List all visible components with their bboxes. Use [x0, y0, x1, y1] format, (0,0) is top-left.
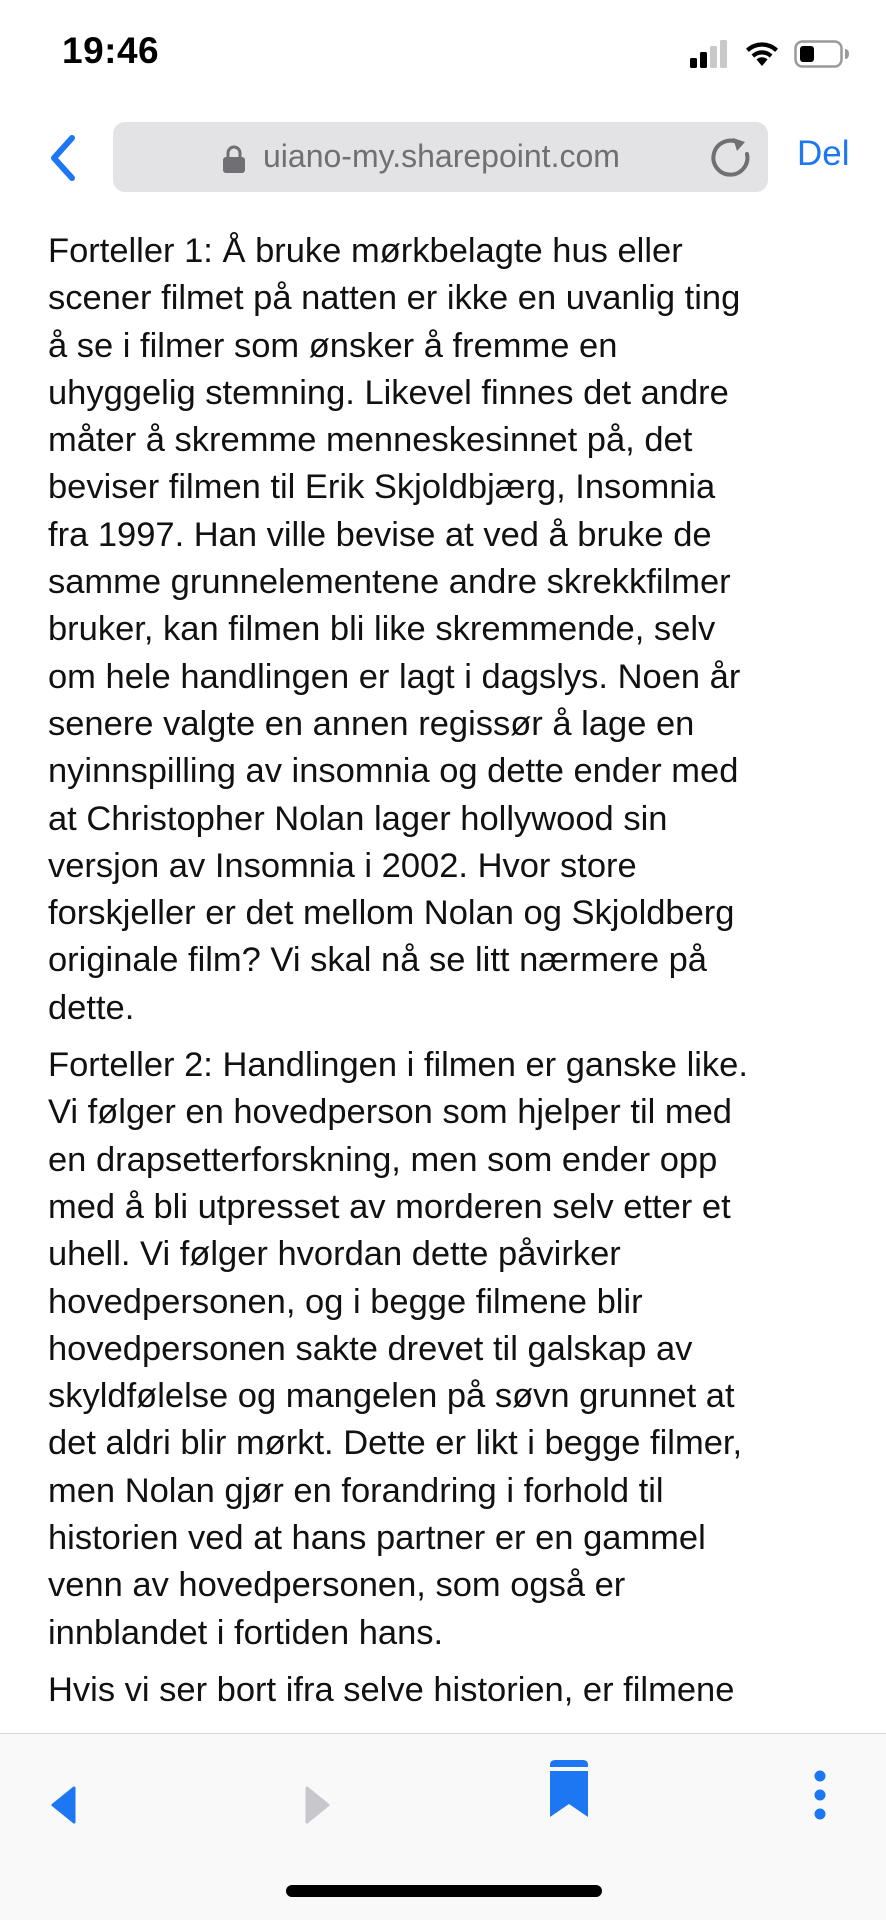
text-line: scener filmet på natten er ikke en uvanlig ting: [48, 279, 741, 318]
text-line: å se i filmer som ønsker å fremme en: [48, 326, 618, 365]
url-text: uiano-my.sharepoint.com: [263, 138, 620, 174]
text-line: historien ved at hans partner er en gammel: [48, 1519, 706, 1558]
text-line: bruker, kan filmen bli like skremmende, selv: [48, 610, 716, 649]
battery-icon: [794, 40, 850, 68]
text-line: det aldri blir mørkt. Dette er likt i begge filmer,: [48, 1424, 743, 1463]
bottom-toolbar: [0, 1733, 886, 1920]
paragraph-3: [48, 1667, 838, 1714]
text-line: samme grunnelementene andre skrekkfilmer: [48, 563, 731, 602]
text-line: versjon av Insomnia i 2002. Hvor store: [48, 846, 637, 885]
text-line: Hvis vi ser bort ifra selve historien, er filmene: [48, 1670, 735, 1709]
paragraph-1: [48, 228, 838, 1032]
text-line: Vi følger en hovedperson som hjelper til med: [48, 1093, 732, 1132]
more-options-icon[interactable]: [808, 1770, 832, 1820]
text-line: Forteller 2: Handlingen i filmen er ganske like.: [48, 1046, 748, 1085]
text-line: nyinnspilling av insomnia og dette ender med: [48, 752, 739, 791]
text-line: Forteller 1: Å bruke mørkbelagte hus eller: [48, 232, 683, 270]
lock-icon: [221, 145, 247, 173]
reload-icon[interactable]: [709, 136, 753, 180]
bookmark-icon[interactable]: [548, 1759, 590, 1819]
paragraph-2: [48, 1042, 838, 1657]
text-line: innblandet i fortiden hans.: [48, 1613, 444, 1652]
status-bar: [0, 0, 886, 110]
address-bar: [0, 110, 886, 206]
text-line: dette.: [48, 988, 135, 1027]
text-line: hovedpersonen, og i begge filmene blir: [48, 1282, 643, 1321]
text-line: originale film? Vi skal nå se litt nærmere på: [48, 941, 707, 980]
text-line: at Christopher Nolan lager hollywood sin: [48, 799, 668, 838]
home-indicator[interactable]: [286, 1885, 602, 1897]
text-line: men Nolan gjør en forandring i forhold til: [48, 1471, 664, 1510]
toolbar-forward-icon[interactable]: [305, 1786, 331, 1824]
wifi-icon: [744, 40, 780, 68]
text-line: forskjeller er det mellom Nolan og Skjoldberg: [48, 894, 735, 933]
text-line: skyldfølelse og mangelen på søvn grunnet at: [48, 1377, 735, 1416]
cellular-signal-icon: [690, 40, 730, 68]
back-chevron-icon[interactable]: [44, 132, 84, 184]
text-line: om hele handlingen er lagt i dagslys. Noen år: [48, 657, 741, 696]
text-line: en drapsetterforskning, men som ender opp: [48, 1140, 718, 1179]
text-line: beviser filmen til Erik Skjoldbjærg, Insomnia: [48, 468, 716, 507]
text-line: senere valgte en annen regissør å lage en: [48, 704, 695, 743]
text-line: måter å skremme menneskesinnet på, det: [48, 421, 693, 460]
text-line: uhell. Vi følger hvordan dette påvirker: [48, 1235, 621, 1274]
share-button[interactable]: Del: [797, 134, 850, 173]
url-field[interactable]: [113, 122, 768, 192]
text-line: med å bli utpresset av morderen selv etter et: [48, 1187, 731, 1226]
status-icons: [690, 38, 850, 70]
text-line: hovedpersonen sakte drevet til galskap av: [48, 1329, 693, 1368]
text-line: venn av hovedpersonen, som også er: [48, 1566, 626, 1605]
document-content: [48, 228, 838, 1724]
status-time: 19:46: [62, 30, 160, 71]
text-line: fra 1997. Han ville bevise at ved å bruke de: [48, 515, 712, 554]
toolbar-back-icon[interactable]: [50, 1786, 76, 1824]
text-line: uhyggelig stemning. Likevel finnes det andre: [48, 373, 729, 412]
